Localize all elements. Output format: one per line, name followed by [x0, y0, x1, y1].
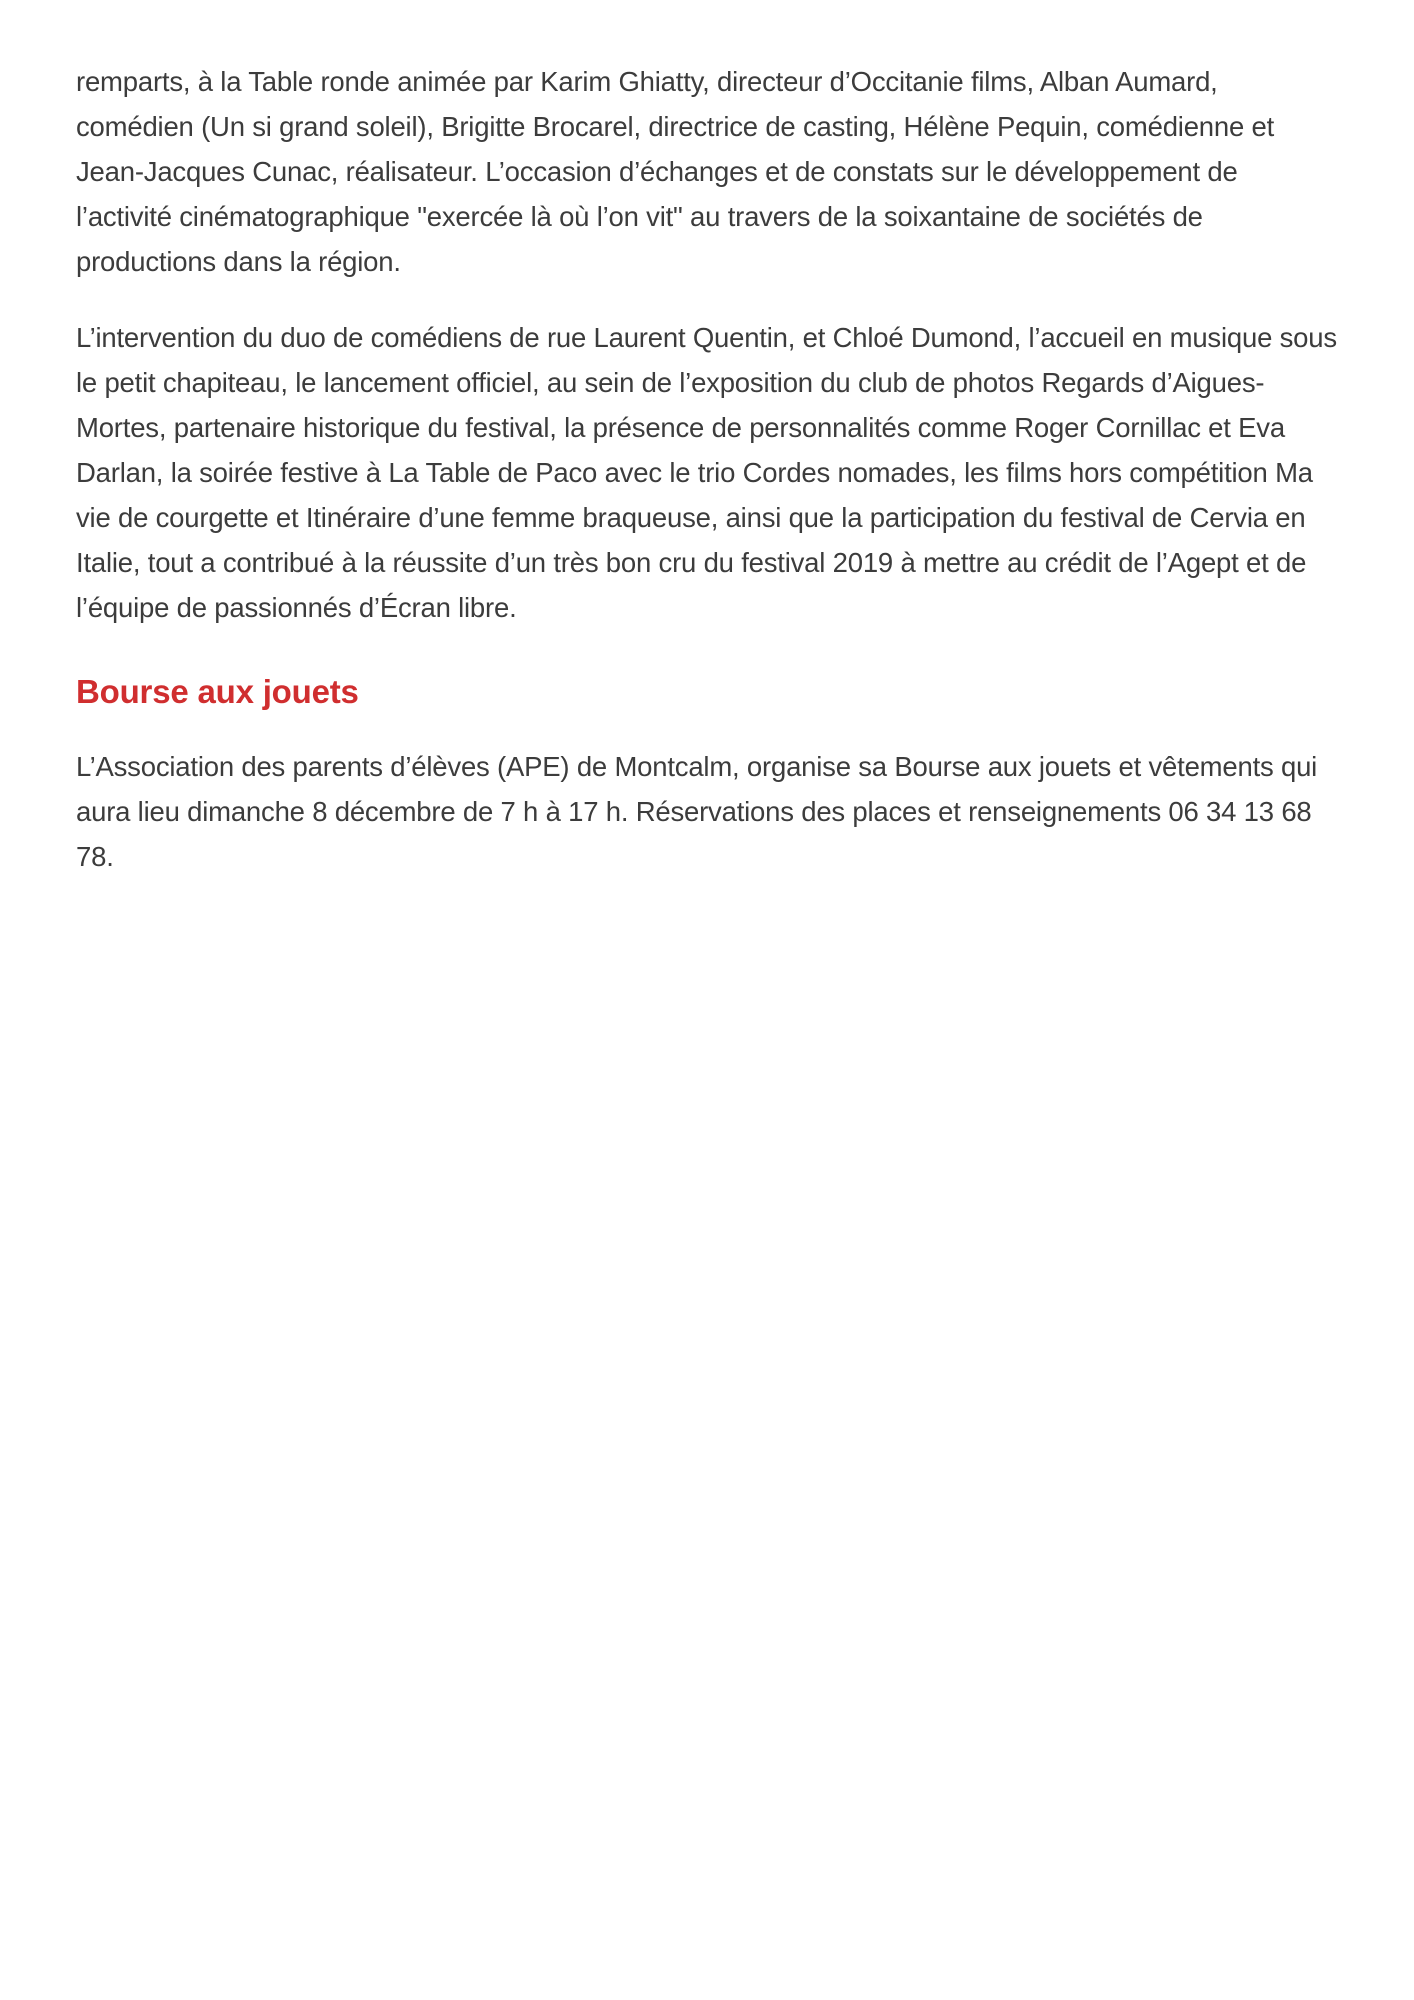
article-paragraph-3: L’Association des parents d’élèves (APE) de Montcalm, organise sa Bourse aux jouets et vêtements qui aura lieu dimanche 8 décembre de 7 h à 17 h. Réservations des places et renseignements 06 34 13 68 78.: [76, 751, 1318, 872]
article-body: [76, 59, 1338, 879]
article-paragraph-1: remparts, à la Table ronde animée par Karim Ghiatty, directeur d’Occitanie films, Alban Aumard, comédien (Un si grand soleil), Brigitte Brocarel, directrice de casting, Hélène Pequin, comédienne et Jean-Jacques Cunac, réalisateur. L’occasion d’échanges et de constats sur le développement de l’activité cinématographique "exercée là où l’on vit" au travers de la soixantaine de sociétés de productions dans la région.: [76, 66, 1275, 277]
article-paragraph-2: L’intervention du duo de comédiens de rue Laurent Quentin, et Chloé Dumond, l’accueil en musique sous le petit chapiteau, le lancement officiel, au sein de l’exposition du club de photos Regards d’Aigues-Mortes, partenaire historique du festival, la présence de personnalités comme Roger Cornillac et Eva Darlan, la soirée festive à La Table de Paco avec le trio Cordes nomades, les films hors compétition Ma vie de courgette et Itinéraire d’une femme braqueuse, ainsi que la participation du festival de Cervia en Italie, tout a contribué à la réussite d’un très bon cru du festival 2019 à mettre au crédit de l’Agept et de l’équipe de passionnés d’Écran libre.: [76, 322, 1337, 623]
section-heading-bourse-aux-jouets: Bourse aux jouets: [76, 673, 359, 710]
